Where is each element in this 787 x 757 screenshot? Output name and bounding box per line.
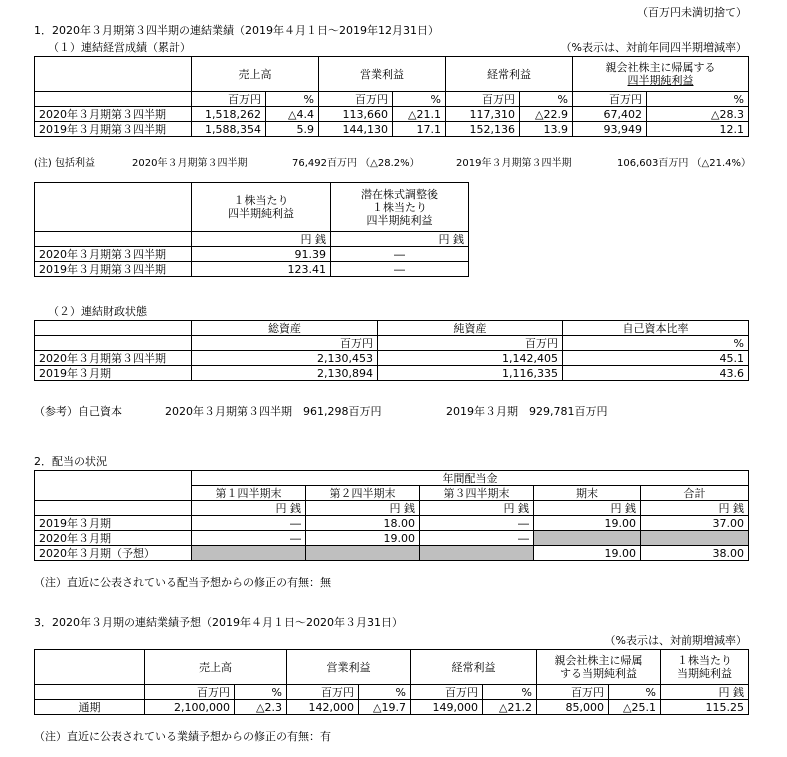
unit-cell: 百万円 <box>446 92 520 107</box>
unit-cell: % <box>235 685 287 700</box>
unit-cell: % <box>393 92 446 107</box>
header-diluted-eps: 潜在株式調整後 １株当たり 四半期純利益 <box>331 183 469 232</box>
table-row <box>35 516 749 531</box>
header-sales: 売上高 <box>192 57 319 92</box>
unit-cell: % <box>520 92 573 107</box>
unit-cell: % <box>647 92 749 107</box>
cell: △25.1 <box>609 700 661 715</box>
row-label: 2020年３月期第３四半期 <box>35 107 192 122</box>
unit-cell: % <box>359 685 411 700</box>
cell: 37.00 <box>641 516 749 531</box>
row-label: 2019年３月期第３四半期 <box>35 262 192 277</box>
row-label: 2020年３月期第３四半期 <box>35 247 192 262</box>
cell: 1,116,335 <box>378 366 563 381</box>
comprehensive-income-label: (注) 包括利益 <box>34 158 95 169</box>
section1-title: 1．2020年３月期第３四半期の連結業績（2019年４月１日～2019年12月31日） <box>34 24 439 37</box>
header-year-end: 期末 <box>534 486 641 501</box>
cell: 91.39 <box>192 247 331 262</box>
corner-cell <box>35 57 192 92</box>
cell: 115.25 <box>661 700 749 715</box>
cell: 2,130,894 <box>192 366 378 381</box>
unit-cell: % <box>563 336 749 351</box>
unit-cell: 百万円 <box>145 685 235 700</box>
forecast-table <box>34 649 749 715</box>
table-row <box>35 247 469 262</box>
cell: ― <box>192 531 306 546</box>
corner-cell <box>35 321 192 336</box>
shaded-cell <box>306 546 420 561</box>
cell: 144,130 <box>319 122 393 137</box>
header-net-income: 親会社株主に帰属 する当期純利益 <box>537 650 661 685</box>
header-total: 合計 <box>641 486 749 501</box>
unit-cell: 円 銭 <box>661 685 749 700</box>
operating-results-table <box>34 56 749 137</box>
cell: 19.00 <box>534 546 641 561</box>
cell: 1,142,405 <box>378 351 563 366</box>
corner-cell <box>35 471 192 501</box>
header-ordinary-income: 経常利益 <box>446 57 573 92</box>
table-row <box>35 351 749 366</box>
cell: △4.4 <box>266 107 319 122</box>
forecast-pct-note: （%表示は、対前期増減率） <box>604 634 747 647</box>
header-operating-income: 営業利益 <box>287 650 411 685</box>
unit-cell: 百万円 <box>192 92 266 107</box>
cell: 13.9 <box>520 122 573 137</box>
unit-note: （百万円未満切捨て） <box>637 6 747 19</box>
cell: △22.9 <box>520 107 573 122</box>
reference-equity-2019: 2019年３月期 929,781百万円 <box>446 405 608 418</box>
comprehensive-income-2020-label: 2020年３月期第３四半期 <box>132 158 248 169</box>
cell: △21.2 <box>483 700 537 715</box>
forecast-note: （注）直近に公表されている業績予想からの修正の有無：有 <box>34 730 331 743</box>
pct-note: （%表示は、対前年同四半期増減率） <box>560 41 747 54</box>
unit-cell: % <box>266 92 319 107</box>
cell: ― <box>331 247 469 262</box>
cell: 2,130,453 <box>192 351 378 366</box>
comprehensive-income-2019-value: 106,603百万円 （△21.4%） <box>617 158 751 169</box>
unit-row-label <box>35 232 192 247</box>
cell: 19.00 <box>306 531 420 546</box>
shaded-cell <box>641 531 749 546</box>
financial-position-table <box>34 320 749 381</box>
unit-cell: 円 銭 <box>331 232 469 247</box>
dividend-note: （注）直近に公表されている配当予想からの修正の有無：無 <box>34 576 331 589</box>
unit-cell: 百万円 <box>411 685 483 700</box>
cell: 2,100,000 <box>145 700 235 715</box>
cell: △2.3 <box>235 700 287 715</box>
section2-title: 2．配当の状況 <box>34 455 107 468</box>
row-label: 2019年３月期第３四半期 <box>35 122 192 137</box>
shaded-cell <box>192 546 306 561</box>
unit-cell: 百万円 <box>537 685 609 700</box>
cell: 117,310 <box>446 107 520 122</box>
header-net-assets: 純資産 <box>378 321 563 336</box>
cell: △19.7 <box>359 700 411 715</box>
cell: 1,518,262 <box>192 107 266 122</box>
header-ordinary-income: 経常利益 <box>411 650 537 685</box>
unit-row-label <box>35 685 145 700</box>
section1-sub2: （２）連結財政状態 <box>48 305 147 318</box>
table-row <box>35 700 749 715</box>
eps-table <box>34 182 469 277</box>
unit-cell: 百万円 <box>573 92 647 107</box>
section3-title: 3．2020年３月期の連結業績予想（2019年４月１日～2020年３月31日） <box>34 616 403 629</box>
corner-cell <box>35 183 192 232</box>
comprehensive-income-2020-value: 76,492百万円 （△28.2%） <box>292 158 420 169</box>
cell: 43.6 <box>563 366 749 381</box>
header-annual-dividend: 年間配当金 <box>192 471 749 486</box>
header-operating-income: 営業利益 <box>319 57 446 92</box>
dividend-table <box>34 470 749 561</box>
unit-cell: 円 銭 <box>641 501 749 516</box>
row-label: 2019年３月期 <box>35 366 192 381</box>
cell: 1,588,354 <box>192 122 266 137</box>
unit-cell: 百万円 <box>192 336 378 351</box>
table-row <box>35 262 469 277</box>
cell: 67,402 <box>573 107 647 122</box>
cell: 12.1 <box>647 122 749 137</box>
unit-row-label <box>35 336 192 351</box>
cell: △28.3 <box>647 107 749 122</box>
cell: 38.00 <box>641 546 749 561</box>
table-row <box>35 122 749 137</box>
row-label: 2020年３月期（予想） <box>35 546 192 561</box>
unit-cell: 百万円 <box>319 92 393 107</box>
header-equity-ratio: 自己資本比率 <box>563 321 749 336</box>
table-row <box>35 366 749 381</box>
cell: 45.1 <box>563 351 749 366</box>
unit-row-label <box>35 92 192 107</box>
cell: 93,949 <box>573 122 647 137</box>
unit-cell: 円 銭 <box>192 232 331 247</box>
cell: 152,136 <box>446 122 520 137</box>
reference-equity-label: （参考）自己資本 <box>34 405 122 418</box>
cell: ― <box>331 262 469 277</box>
unit-cell: 百万円 <box>287 685 359 700</box>
shaded-cell <box>534 531 641 546</box>
header-total-assets: 総資産 <box>192 321 378 336</box>
table-row <box>35 107 749 122</box>
section1-sub1: （１）連結経営成績（累計） <box>48 41 191 54</box>
cell: 142,000 <box>287 700 359 715</box>
corner-cell <box>35 650 145 685</box>
row-label: 2020年３月期 <box>35 531 192 546</box>
header-eps: １株当たり 四半期純利益 <box>192 183 331 232</box>
unit-cell: 円 銭 <box>306 501 420 516</box>
cell: 85,000 <box>537 700 609 715</box>
header-sales: 売上高 <box>145 650 287 685</box>
table-row <box>35 546 749 561</box>
cell: 113,660 <box>319 107 393 122</box>
table-row <box>35 531 749 546</box>
reference-equity-2020: 2020年３月期第３四半期 961,298百万円 <box>165 405 382 418</box>
cell: △21.1 <box>393 107 446 122</box>
row-label: 2020年３月期第３四半期 <box>35 351 192 366</box>
cell: 19.00 <box>534 516 641 531</box>
header-q3-end: 第３四半期末 <box>420 486 534 501</box>
unit-cell: % <box>483 685 537 700</box>
cell: ― <box>420 531 534 546</box>
cell: 5.9 <box>266 122 319 137</box>
cell: 17.1 <box>393 122 446 137</box>
cell: 18.00 <box>306 516 420 531</box>
unit-cell: 円 銭 <box>534 501 641 516</box>
cell: ― <box>420 516 534 531</box>
header-net-income: 親会社株主に帰属する 四半期純利益 <box>573 57 749 92</box>
cell: ― <box>192 516 306 531</box>
unit-cell: % <box>609 685 661 700</box>
header-q2-end: 第２四半期末 <box>306 486 420 501</box>
unit-cell: 円 銭 <box>192 501 306 516</box>
unit-row-label <box>35 501 192 516</box>
comprehensive-income-2019-label: 2019年３月期第３四半期 <box>456 158 572 169</box>
cell: 123.41 <box>192 262 331 277</box>
header-q1-end: 第１四半期末 <box>192 486 306 501</box>
unit-cell: 百万円 <box>378 336 563 351</box>
cell: 149,000 <box>411 700 483 715</box>
unit-cell: 円 銭 <box>420 501 534 516</box>
row-label: 通期 <box>35 700 145 715</box>
row-label: 2019年３月期 <box>35 516 192 531</box>
header-eps: １株当たり 当期純利益 <box>661 650 749 685</box>
shaded-cell <box>420 546 534 561</box>
